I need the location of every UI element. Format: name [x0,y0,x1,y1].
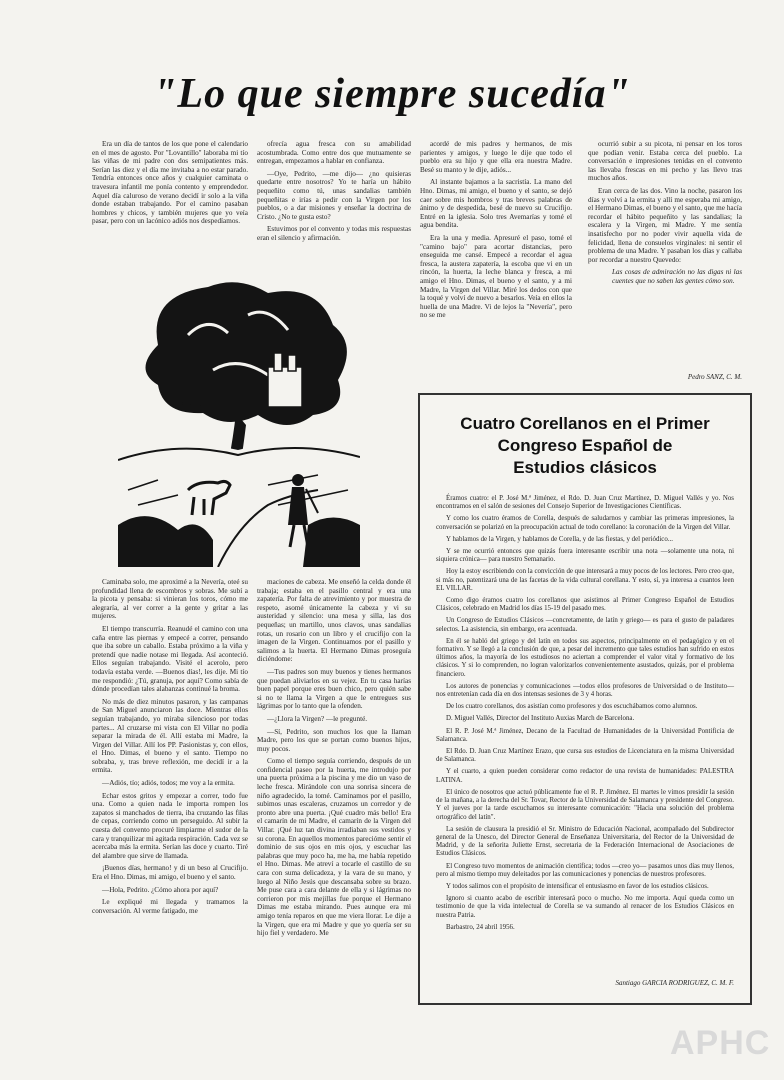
boxed-article-title [420,413,750,479]
paragraph: Y se me ocurrió entonces que quizás fuera interesante escribir una nota —solamente una nota, ni siquiera crónica— para nuestro Semanario. [436,548,734,564]
paragraph: Era la una y media. Apresuré el paso, tomé el "camino bajo" para acortar distancias, pero enseguida me cansé. Empecé a recordar el agua fresca, la austera zapatería, la escoba que vi en un rincón, la huerta, la leche blanca y fresca, a mi amigo el Hno. Dimas, el bueno y el santo, y a mi Madre, la Virgen del Villar. Miré los dedos con que la toqué y volví de nuevo a besarlos. Veía en ellos la huella de una Madre. Vi de lejos la "Nevería", pero no se me [420,233,572,320]
paragraph: —¿Llora la Virgen? —le pregunté. [267,714,368,723]
paragraph: Le expliqué mi llegada y tramamos la conversación. Al verme fatigado, me [92,898,248,915]
text-column-1-bottom [92,578,248,919]
paragraph: En él se habló del griego y del latín en todos sus aspectos, principalmente en el pedagógico y en el formativo. Y se llegó a la conclusión de que, a pesar del incremento que tales estudios han sufrido en estos últimos años, la mayoría de los estudiosos no aciertan a comprender el valor vital y formativo de los clásicos. Y si lo comprenden, no logran valorizarlos convenientemente asustados, quizás, por el problema financiero. [436,637,734,678]
paragraph: —Hola, Pedrito. ¿Cómo ahora por aquí? [102,885,219,894]
paragraph: Y todos salimos con el propósito de intensificar el entusiasmo en favor de los estudios clásicos. [446,882,709,890]
paragraph: Echar estos gritos y empezar a correr, todo fue una. Como a quien nada le importa rompen los zapatos si manchados de tierra, iba cruzando las filas de cepas, corriendo como un perseguido. Al subir la cuesta del convento procuré limpiarme el sudor de la cara y tranquilizar mi agitada respiración. Cada vez se acercaba más la ermita. Serían las doce y cuarto. Tiré del alambre que sirve de llamada. [92,791,248,860]
title-line: Estudios clásicos [513,458,657,477]
paragraph: D. Miguel Vallés, Director del Instituto Auxias March de Barcelona. [446,715,635,723]
text-column-2-top [257,140,411,247]
boxed-article [418,393,752,1005]
paragraph: Al instante bajamos a la sacristía. La mano del Hno. Dimas, mi amigo, el bueno y el santo, se dejó caer sobre mis hombros y tras breves palabras de ánimo y de despedida, besé de nuevo su Crucifijo. Entré en la iglesia. Solo tres Avemarías y tomé el agua bendita. [420,178,572,230]
paragraph: De los cuatro corellanos, dos asistían como profesores y dos escuchábamos como alumnos. [446,703,698,711]
article-title: "Lo que siempre sucedía" [153,71,631,117]
boxed-article-body [436,495,734,936]
paragraph: Y como los cuatro éramos de Corella, después de saludarnos y cambiar las primeras impresiones, la conversación se polarizó en la preocupación actual de todo corellano: la coronación de la Virgen del Villar. [436,515,734,531]
text-column-1-top [92,140,248,230]
landscape-drawing-icon [118,275,360,567]
paragraph: El tiempo transcurría. Reanudé el camino con una caña entre las piernas y empecé a correr, pensando que iba sobre un caballo. Estaba próximo a la viña y pretendí que nadie notase mi llegada. Así aconteció. Ellos seguían trabajando. Visité el acerolo, pero todavía estaba verde. —Buenos días!, les dije. Mi tío me respondió: ¿Tú, granuja, por aquí? Como sabía de dónde procedían tales alabanzas continué la broma. [92,624,248,694]
paragraph: Hoy la estoy escribiendo con la convicción de que interesará a muy pocos de los lectores. Pero creo que, si más no, patentizará una de las facetas de la vida cultural corellana. Y esto, sí, ya interesa a cuantos leen EL VILLAR. [436,568,734,592]
author-signature: Pedro SANZ, C. M. [687,373,742,381]
text-column-4 [588,140,742,290]
paragraph: —Adiós, tío; adiós, todos; me voy a la ermita. [102,779,235,788]
paragraph: Barbastro, 24 abril 1956. [446,923,515,931]
paragraph: Eran cerca de las dos. Vino la noche, pasaron los días y volví a la ermita y allí me esperaba mi amigo, el Hermano Dimas, el bueno y el santo, que me hacía recordar el hábito pequeñito y las sandalias; la escalera y la Virgen, mi Madre. Y me sentía insatisfecho por no poder vivir aquella vida de felicidad, llena de consuelos virginales: ni sentir el problema de una Madre. Y pasaban los días y callaba por recordar a nuestro Quevedo: [588,186,742,264]
paragraph: Un Congreso de Estudios Clásicos —concretamente, de latín y griego— es para el gusto de paladares selectos. La asistencia, sin embargo, era acentuada. [436,617,734,633]
paragraph: Era un día de tantos de los que pone el calendario en el mes de agosto. Por "Lovantillo" laboraba mi tío las viñas de mi padre con dos semipatientes más. Serían las diez y el día me invitaba a no estar parado. Tendría entonces once años y cualquier caminata o travesura infantil me ponía contento y emprendedor. Aquel día caluroso de verano decidí ir solo a la viña donde estaban trabajando. Por el camino pasaban hombres y chicos, y también mujeres que yo veía pasar, pero con un lacónico adiós nos despedíamos. [92,140,248,226]
paragraph: Estuvimos por el convento y todas mis respuestas eran el silencio y afirmación. [257,225,411,242]
text-column-2-bottom [257,578,411,942]
paragraph: —Oye, Pedrito, —me dijo— ¿no quisieras quedarte entre nosotros? Yo te haría un hábito pequeñito como tú, unas sandalias también pequeñitas e irías a pedir con la Virgen por los pueblos, o a dar misiones y enseñar la doctrina de Cristo. ¿No te gusta esto? [257,169,411,221]
paragraph: ¡Buenos días, hermano! y di un beso al Crucifijo. Era el Hno. Dimas, mi amigo, el bueno y el santo. [92,864,248,881]
title-line: Cuatro Corellanos en el Primer [460,414,710,433]
paragraph: Y hablamos de la Virgen, y hablamos de Corella, y de las fiestas, y del periódico... [446,535,673,543]
paragraph: ofrecía agua fresca con su amabilidad acostumbrada. Como entre dos que mutuamente se entregan, empezamos a hablar en confianza. [257,140,411,166]
boxed-article-signature: Santiago GARCIA RODRIGUEZ, C. M. F. [615,979,734,987]
text-column-3 [420,140,572,324]
paragraph: maciones de cabeza. Me enseñó la celda donde él trabaja; estaba en el pasillo central y era una zapatería. Por falta de atrevimiento y por muestra de respeto, asomé únicamente la cabeza y vi su austeridad y silencio: una mesa y silla, las dos pequeñas; un martillo, unos clavos, unas sandalias rotas, un rosario con un libro y el crucifijo con la imagen de la Virgen. Continuamos por el pasillo y salimos a la huerta. El Hermano Dimas proseguía diciéndome: [257,578,411,664]
paragraph: El único de nosotros que actuó públicamente fue el R. P. Jiménez. El martes le vimos presidir la sesión de la mañana, a la derecha del Sr. Tovar, Rector de la Universidad de Salamanca y presidente del Congreso. Y el jueves por la tarde escuchamos su interesante comunicación: "Hacia una solución del problema ortográfico del latín". [436,788,734,821]
paragraph: —Tus padres son muy buenos y tienes hermanos que puedan aliviarlos en su vejez. En tu casa harías buen papel porque eres buen chico, pero quién sabe si no te llama la Virgen a que le entregues sus lágrimas por lo tanto que la ofenden. [257,667,411,711]
paragraph: Y el cuarto, a quien pueden considerar como redactor de una revista de humanidades: PALESTRA LATINA. [436,768,734,784]
woodcut-illustration [118,275,360,567]
paragraph: Las cosas de admiración no las digas ni las cuentes que no saben las gentes cómo son. [612,268,742,285]
paragraph: El R. P. José M.ª Jiménez, Decano de la Facultad de Humanidades de la Universidad Pontificia de Salamanca. [436,727,734,743]
paragraph: Éramos cuatro: el P. José M.ª Jiménez, el Rdo. D. Juan Cruz Martínez, D. Miguel Vallés y yo. Nos encontramos en el salón de sesiones del Consejo Superior de Investigaciones Científicas. [436,495,734,511]
paragraph: acordé de mis padres y hermanos, de mis parientes y amigos, y luego le dije que todo el pueblo era su hijo y que ella era nuestra Madre. Besé su manto y le dije, adiós... [420,140,572,174]
paragraph: ocurrió subir a su picota, ni pensar en los toros que podían venir. Estaba cerca del pueblo. La conversación e impresiones tenidas en el convento las llevaba frescas en mi pecho y las llevo tras muchos años. [588,140,742,183]
title-line: Congreso Español de [497,436,673,455]
paragraph: La sesión de clausura la presidió el Sr. Ministro de Educación Nacional, acompañado del Subdirector general de la Unesco, del Director General de Enseñanza Universitaria, del Rector de la Universidad de Madrid, y de la señorita Juliette Ernst, secretaria de la Federación Internacional de Asociaciones de Estudios Clásicos. [436,825,734,858]
paragraph: Como el tiempo seguía corriendo, después de un confidencial paseo por la huerta, me introdujo por una puerta próxima a la piscina y me dio un vaso de leche fresca. Mirándole con una sonrisa sincera de niño agradecido, la tomé. Caminamos por el pasillo, subimos unas escaleras, cruzamos un corredor y de pronto abre una puerta. ¡Qué cuadro más bello! Era el camarín de mi Madre, el camarín de la Virgen del Villar. ¡Qué luz tan divina irradiaban sus vestidos y su corona. En aquellos momentos parecióme sentir el dominio de sus ojos en mis ojos, y escuchar las palabras que muy poco ha, me ha, me había repetido el Hno. Dimas. Me atreví a tocarle el castillo de su cara con suma delicadeza, y la vara de su mano, y luego al Niño Jesús que descansaba sobre su brazo. Me puse cara a cara delante de ella y si lágrimas no corrieron por mis mejillas fue porque el Hermano Dimas me estaba mirando. Pues aunque era mi amigo tenía reparos en que me viera llorar. Le dije a la Virgen, que era mi Madre y que yo quería ser su hijo fiel y verdadero. Me [257,757,411,938]
paragraph: No más de diez minutos pasaron, y las campanas de San Miguel anunciaron las doce. Mientras ellos seguían trabajando, yo miraba silencioso por todas partes... Al cruzarse mi vista con El Villar no podía separar la mirada de él. Allí estaba mi Madre, la Virgen del Villar. Allí los PP. Pasionistas y, con ellos, el Hno. Dimas, el bueno y el santo. Tiempo no sobraba, y, tras breve reflexión, me decidí ir a la ermita. [92,697,248,775]
paragraph: Ignoro si cuanto acabo de escribir interesará poco o mucho. No me importa. Aquí queda como un testimonio de que la vida intelectual de Corella se va sumando al renacer de los Estudios Clásicos en nuestra Patria. [436,895,734,919]
paragraph: El Rdo. D. Juan Cruz Martínez Erazo, que cursa sus estudios de Licenciatura en la misma Universidad de Salamanca. [436,748,734,764]
archive-watermark-logo: APHC [670,1024,771,1062]
paragraph: Los autores de ponencias y comunicaciones —todos ellos profesores de Universidad o de Instituto— nos entretenían cada día en dos intensas sesiones de 3 y 4 horas. [436,682,734,699]
paragraph: Caminaba solo, me aproximé a la Nevería, oteé su profundidad llena de escombros y sobras. Me subí a la picota y pensaba: si vinieran los toros, cómo me alegraría, al ver correr a la gente y gritar a las mujeres. [92,578,248,621]
paragraph: Como digo éramos cuatro los corellanos que asistimos al Primer Congreso Español de Estudios Clásicos, celebrado en Madrid los días 15-19 del pasado mes. [436,597,734,613]
paragraph: —Sí, Pedrito, son muchos los que la llaman Madre, pero los que se portan como buenos hijos, muy pocos. [257,727,411,753]
paragraph: El Congreso tuvo momentos de animación científica; todos —creo yo— pasamos unos días muy llenos, pero al mismo tiempo muy deleitados por las comunicaciones y ponencias de nuestros profesores. [436,862,734,878]
